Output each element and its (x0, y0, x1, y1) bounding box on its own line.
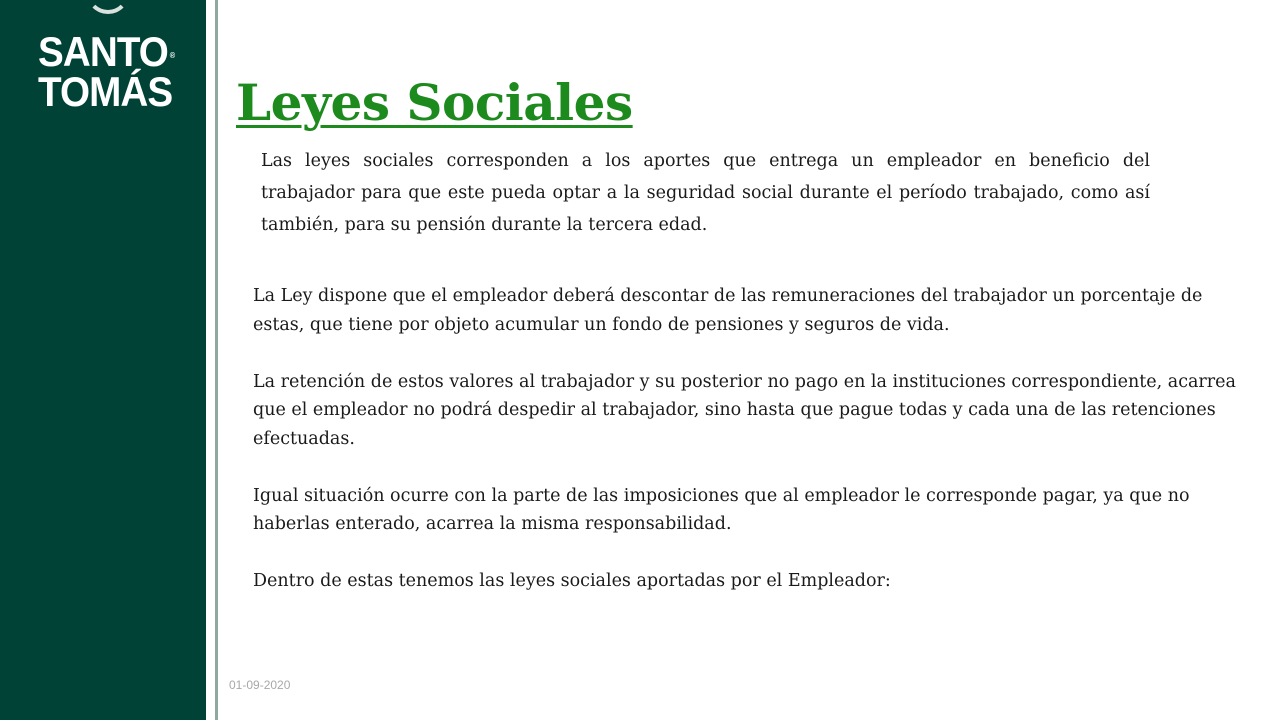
logo-arc-icon (86, 0, 130, 14)
body-text (253, 282, 1238, 624)
intro-paragraph: Las leyes sociales corresponden a los aportes que entrega un empleador en beneficio del trabajador para que este pueda optar a la seguridad social durante el período trabajado, como así también, para su pensión durante la tercera edad. (261, 151, 1150, 235)
logo-line-1: SANTO (38, 28, 168, 75)
registered-mark-icon: ® (169, 51, 176, 60)
sidebar-divider (215, 0, 218, 720)
sidebar-band (0, 0, 206, 720)
body-paragraph: La retención de estos valores al trabajador y su posterior no pago en la instituciones correspondiente, acarrea que el empleador no podrá despedir al trabajador, sino hasta que pague todas y cada una de las retenciones efectuadas. (253, 371, 1236, 449)
santo-tomas-logo (38, 28, 176, 115)
body-paragraph: Igual situación ocurre con la parte de las imposiciones que al empleador le corresponde pagar, ya que no haberlas enterado, acarrea la misma responsabilidad. (253, 485, 1190, 534)
body-paragraph: La Ley dispone que el empleador deberá descontar de las remuneraciones del trabajador un porcentaje de estas, que tiene por objeto acumular un fondo de pensiones y seguros de vida. (253, 286, 1203, 335)
logo-line-2: TOMÁS (38, 68, 173, 115)
slide-title: Leyes Sociales (236, 73, 633, 132)
slide-date: 01-09-2020 (229, 678, 291, 692)
body-paragraph: Dentro de estas tenemos las leyes sociales aportadas por el Empleador: (253, 571, 891, 591)
